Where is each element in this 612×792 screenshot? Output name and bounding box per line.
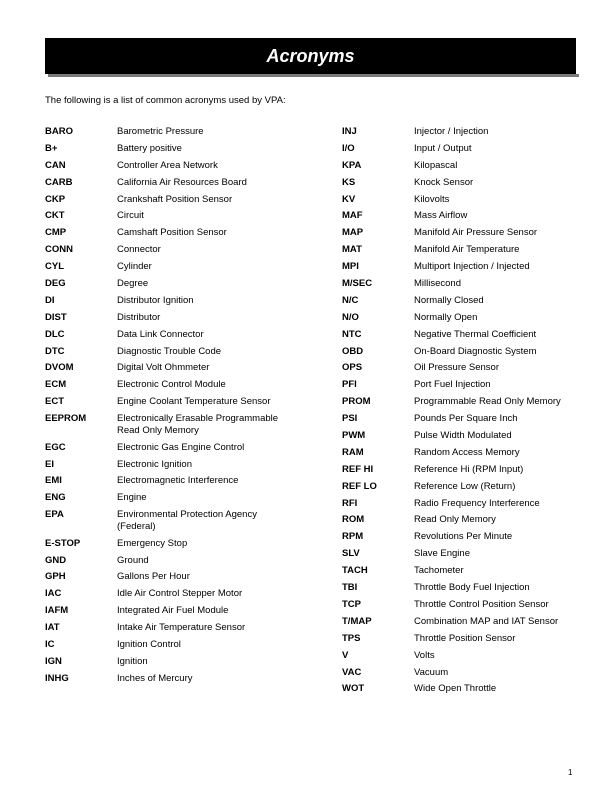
acronym-definition: Multiport Injection / Injected: [414, 261, 530, 273]
acronym-abbreviation: REF HI: [342, 463, 374, 475]
acronym-row: [342, 650, 592, 662]
acronym-abbreviation: ROM: [342, 514, 365, 526]
acronym-definition: Emergency Stop: [117, 537, 188, 549]
acronym-definition: Programmable Read Only Memory: [414, 396, 561, 408]
acronym-abbreviation: ENG: [45, 492, 66, 504]
acronym-abbreviation: N/O: [342, 311, 359, 323]
acronym-abbreviation: BARO: [45, 126, 73, 137]
acronym-row: [342, 210, 592, 222]
acronym-row: [342, 481, 592, 493]
acronym-definition: Camshaft Position Sensor: [117, 227, 227, 239]
acronym-definition: Injector / Injection: [414, 126, 489, 137]
acronym-abbreviation: CMP: [45, 227, 67, 239]
acronym-row: [45, 475, 315, 487]
acronym-row: [45, 639, 315, 651]
acronym-row: [45, 588, 315, 600]
page-title: Acronyms: [45, 38, 576, 74]
acronym-abbreviation: WOT: [342, 683, 365, 695]
acronym-abbreviation: RPM: [342, 531, 364, 543]
acronym-definition: Circuit: [117, 210, 144, 222]
acronym-abbreviation: E-STOP: [45, 537, 81, 549]
acronym-row: [45, 227, 315, 239]
acronym-row: [342, 464, 592, 476]
acronym-definition: Radio Frequency Interference: [414, 497, 540, 509]
acronym-definition: Port Fuel Injection: [414, 379, 491, 391]
acronym-abbreviation: VAC: [342, 666, 362, 678]
acronym-definition: Electronic Gas Engine Control: [117, 441, 245, 453]
acronym-abbreviation: MPI: [342, 261, 359, 273]
acronym-abbreviation: B+: [45, 142, 58, 154]
acronym-abbreviation: OPS: [342, 362, 363, 374]
acronym-definition: Pounds Per Square Inch: [414, 413, 518, 425]
acronym-row: [342, 514, 592, 526]
acronym-abbreviation: CKT: [45, 210, 65, 222]
acronym-row: [45, 312, 315, 324]
acronym-abbreviation: DLC: [45, 328, 65, 340]
acronym-abbreviation: INHG: [45, 672, 69, 684]
acronym-abbreviation: TBI: [342, 582, 358, 594]
acronym-abbreviation: IAC: [45, 588, 62, 600]
acronym-definition: Ignition: [117, 655, 148, 667]
acronym-definition: Throttle Position Sensor: [414, 632, 516, 644]
acronym-abbreviation: KPA: [342, 159, 362, 171]
acronym-definition: Revolutions Per Minute: [414, 531, 513, 543]
acronym-abbreviation: MAP: [342, 227, 364, 239]
acronym-row: [45, 379, 315, 391]
acronym-row: [342, 616, 592, 628]
acronym-row: [342, 194, 592, 206]
acronym-definition: Slave Engine: [414, 548, 470, 560]
acronym-definition: Negative Thermal Coefficient: [414, 328, 537, 340]
acronym-definition: Distributor Ignition: [117, 294, 194, 306]
acronym-definition: Integrated Air Fuel Module: [117, 605, 229, 617]
acronym-abbreviation: DI: [45, 294, 55, 306]
acronym-abbreviation: CKP: [45, 193, 66, 205]
acronym-row: [342, 548, 592, 560]
acronym-row: [342, 177, 592, 189]
acronym-row: [45, 492, 315, 504]
acronym-row: [342, 143, 592, 155]
acronym-row: [45, 126, 315, 138]
acronym-definition: Throttle Body Fuel Injection: [414, 582, 530, 594]
acronym-abbreviation: NTC: [342, 328, 362, 340]
acronym-abbreviation: IGN: [45, 655, 62, 667]
acronym-definition: Electronically Erasable Programmable Read Only Memory: [117, 413, 279, 436]
acronym-row: [342, 126, 592, 138]
acronym-definition: Mass Airflow: [414, 210, 468, 222]
acronym-row: [45, 459, 315, 471]
acronym-row: [342, 295, 592, 307]
acronym-row: [342, 278, 592, 290]
acronym-definition: Engine Coolant Temperature Sensor: [117, 396, 271, 408]
acronym-abbreviation: SLV: [342, 548, 360, 560]
acronym-row: [342, 683, 592, 695]
acronym-definition: Combination MAP and IAT Sensor: [414, 615, 559, 627]
acronym-abbreviation: IC: [45, 639, 55, 651]
acronym-row: [45, 346, 315, 358]
acronym-abbreviation: DVOM: [45, 362, 74, 374]
acronym-abbreviation: CONN: [45, 244, 73, 256]
acronym-row: [342, 261, 592, 273]
acronym-abbreviation: RFI: [342, 497, 358, 509]
acronym-abbreviation: EGC: [45, 441, 66, 453]
acronym-abbreviation: KV: [342, 193, 356, 205]
acronym-definition: Electronic Ignition: [117, 458, 192, 470]
acronym-row: [342, 498, 592, 510]
acronym-abbreviation: RAM: [342, 446, 364, 458]
acronym-definition: Idle Air Control Stepper Motor: [117, 588, 243, 600]
acronym-row: [342, 329, 592, 341]
acronym-definition: Kilopascal: [414, 159, 458, 171]
acronym-row: [342, 346, 592, 358]
acronym-definition: Intake Air Temperature Sensor: [117, 622, 246, 634]
acronym-definition: Read Only Memory: [414, 514, 496, 526]
acronym-definition: Millisecond: [414, 278, 461, 290]
acronym-abbreviation: PSI: [342, 413, 358, 425]
acronym-row: [45, 656, 315, 668]
acronym-abbreviation: REF LO: [342, 480, 377, 492]
acronym-definition: Throttle Control Position Sensor: [414, 598, 549, 610]
acronym-abbreviation: IAT: [45, 622, 60, 634]
acronym-row: [342, 244, 592, 256]
acronym-definition: Knock Sensor: [414, 176, 474, 188]
acronym-row: [45, 509, 315, 532]
acronym-definition: Reference Low (Return): [414, 480, 516, 492]
acronym-row: [342, 396, 592, 408]
acronym-row: [45, 396, 315, 408]
acronym-abbreviation: I/O: [342, 142, 355, 154]
acronym-definition: Normally Open: [414, 311, 478, 323]
acronym-definition: On-Board Diagnostic System: [414, 345, 537, 357]
page-number: 1: [568, 768, 573, 777]
acronym-abbreviation: EPA: [45, 509, 64, 521]
acronym-abbreviation: MAF: [342, 210, 363, 222]
acronym-definition: Oil Pressure Sensor: [414, 362, 500, 374]
acronym-abbreviation: TCP: [342, 598, 361, 610]
acronym-definition: Crankshaft Position Sensor: [117, 193, 233, 205]
acronym-abbreviation: IAFM: [45, 605, 69, 617]
acronym-row: [342, 531, 592, 543]
acronym-definition: Tachometer: [414, 565, 464, 577]
acronym-definition: Ground: [117, 554, 149, 566]
acronym-row: [342, 379, 592, 391]
acronym-abbreviation: INJ: [342, 126, 357, 137]
acronym-row: [45, 177, 315, 189]
acronym-definition: Ignition Control: [117, 639, 181, 651]
acronym-abbreviation: EI: [45, 458, 54, 470]
acronym-row: [45, 413, 315, 436]
intro-text: The following is a list of common acronyms used by VPA:: [45, 95, 286, 106]
acronym-row: [45, 605, 315, 617]
title-bar-shadow: [48, 74, 579, 77]
acronym-row: [342, 667, 592, 679]
acronym-definition: Manifold Air Temperature: [414, 244, 520, 256]
acronym-abbreviation: TPS: [342, 632, 361, 644]
acronym-row: [45, 295, 315, 307]
acronym-row: [45, 362, 315, 374]
acronym-row: [342, 362, 592, 374]
acronym-abbreviation: PFI: [342, 379, 357, 391]
acronym-abbreviation: TACH: [342, 565, 368, 577]
acronym-row: [342, 160, 592, 172]
acronym-abbreviation: T/MAP: [342, 615, 372, 627]
acronym-row: [342, 227, 592, 239]
acronym-abbreviation: DEG: [45, 278, 66, 290]
acronym-row: [45, 210, 315, 222]
acronym-row: [45, 442, 315, 454]
acronym-row: [45, 261, 315, 273]
acronym-abbreviation: DIST: [45, 311, 67, 323]
acronym-row: [45, 571, 315, 583]
acronym-definition: Battery positive: [117, 142, 182, 154]
acronym-abbreviation: OBD: [342, 345, 364, 357]
acronym-definition: Degree: [117, 278, 149, 290]
acronym-abbreviation: PROM: [342, 396, 371, 408]
acronym-definition: Cylinder: [117, 261, 152, 273]
acronym-row: [342, 413, 592, 425]
acronym-abbreviation: PWM: [342, 430, 366, 442]
acronym-row: [342, 633, 592, 645]
acronym-definition: Electronic Control Module: [117, 379, 226, 391]
acronym-abbreviation: M/SEC: [342, 278, 373, 290]
acronym-column-right: [342, 126, 592, 700]
acronym-definition: Diagnostic Trouble Code: [117, 345, 222, 357]
acronym-definition: Reference Hi (RPM Input): [414, 463, 524, 475]
acronym-row: [45, 278, 315, 290]
acronym-abbreviation: KS: [342, 176, 356, 188]
acronym-definition: Wide Open Throttle: [414, 683, 497, 695]
acronym-row: [45, 673, 315, 685]
acronym-abbreviation: DTC: [45, 345, 65, 357]
acronym-column-left: [45, 126, 315, 690]
acronym-row: [342, 312, 592, 324]
acronym-definition: Digital Volt Ohmmeter: [117, 362, 210, 374]
acronym-row: [342, 599, 592, 611]
acronym-definition: Connector: [117, 244, 161, 256]
acronym-definition: Electromagnetic Interference: [117, 475, 239, 487]
acronym-abbreviation: CYL: [45, 261, 64, 273]
acronym-row: [45, 244, 315, 256]
acronym-definition: Manifold Air Pressure Sensor: [414, 227, 538, 239]
acronym-definition: Data Link Connector: [117, 328, 204, 340]
acronym-row: [342, 447, 592, 459]
acronym-row: [342, 582, 592, 594]
acronym-abbreviation: N/C: [342, 294, 359, 306]
acronym-abbreviation: MAT: [342, 244, 362, 256]
acronym-abbreviation: CAN: [45, 159, 66, 171]
acronym-row: [45, 555, 315, 567]
acronym-abbreviation: CARB: [45, 176, 73, 188]
acronym-abbreviation: GND: [45, 554, 67, 566]
acronym-definition: California Air Resources Board: [117, 176, 247, 188]
acronym-definition: Volts: [414, 649, 435, 661]
acronym-row: [45, 329, 315, 341]
acronym-row: [45, 194, 315, 206]
acronym-abbreviation: EEPROM: [45, 413, 87, 425]
acronym-definition: Pulse Width Modulated: [414, 430, 512, 442]
acronym-definition: Distributor: [117, 311, 161, 323]
acronym-definition: Input / Output: [414, 142, 472, 154]
acronym-definition: Inches of Mercury: [117, 672, 193, 684]
acronym-abbreviation: V: [342, 649, 349, 661]
acronym-abbreviation: ECT: [45, 396, 64, 408]
acronym-definition: Vacuum: [414, 666, 449, 678]
acronym-definition: Random Access Memory: [414, 446, 520, 458]
acronym-abbreviation: EMI: [45, 475, 62, 487]
acronym-row: [45, 160, 315, 172]
acronym-definition: Controller Area Network: [117, 159, 218, 171]
acronym-abbreviation: GPH: [45, 571, 66, 583]
acronym-row: [45, 622, 315, 634]
acronym-definition: Barometric Pressure: [117, 126, 204, 137]
acronym-row: [45, 143, 315, 155]
acronym-definition: Normally Closed: [414, 294, 484, 306]
acronym-definition: Engine: [117, 492, 147, 504]
acronym-row: [45, 538, 315, 550]
acronym-definition: Gallons Per Hour: [117, 571, 190, 583]
acronym-row: [342, 430, 592, 442]
acronym-abbreviation: ECM: [45, 379, 67, 391]
acronym-definition: Kilovolts: [414, 193, 450, 205]
acronym-definition: Environmental Protection Agency (Federal): [117, 509, 257, 532]
acronym-row: [342, 565, 592, 577]
